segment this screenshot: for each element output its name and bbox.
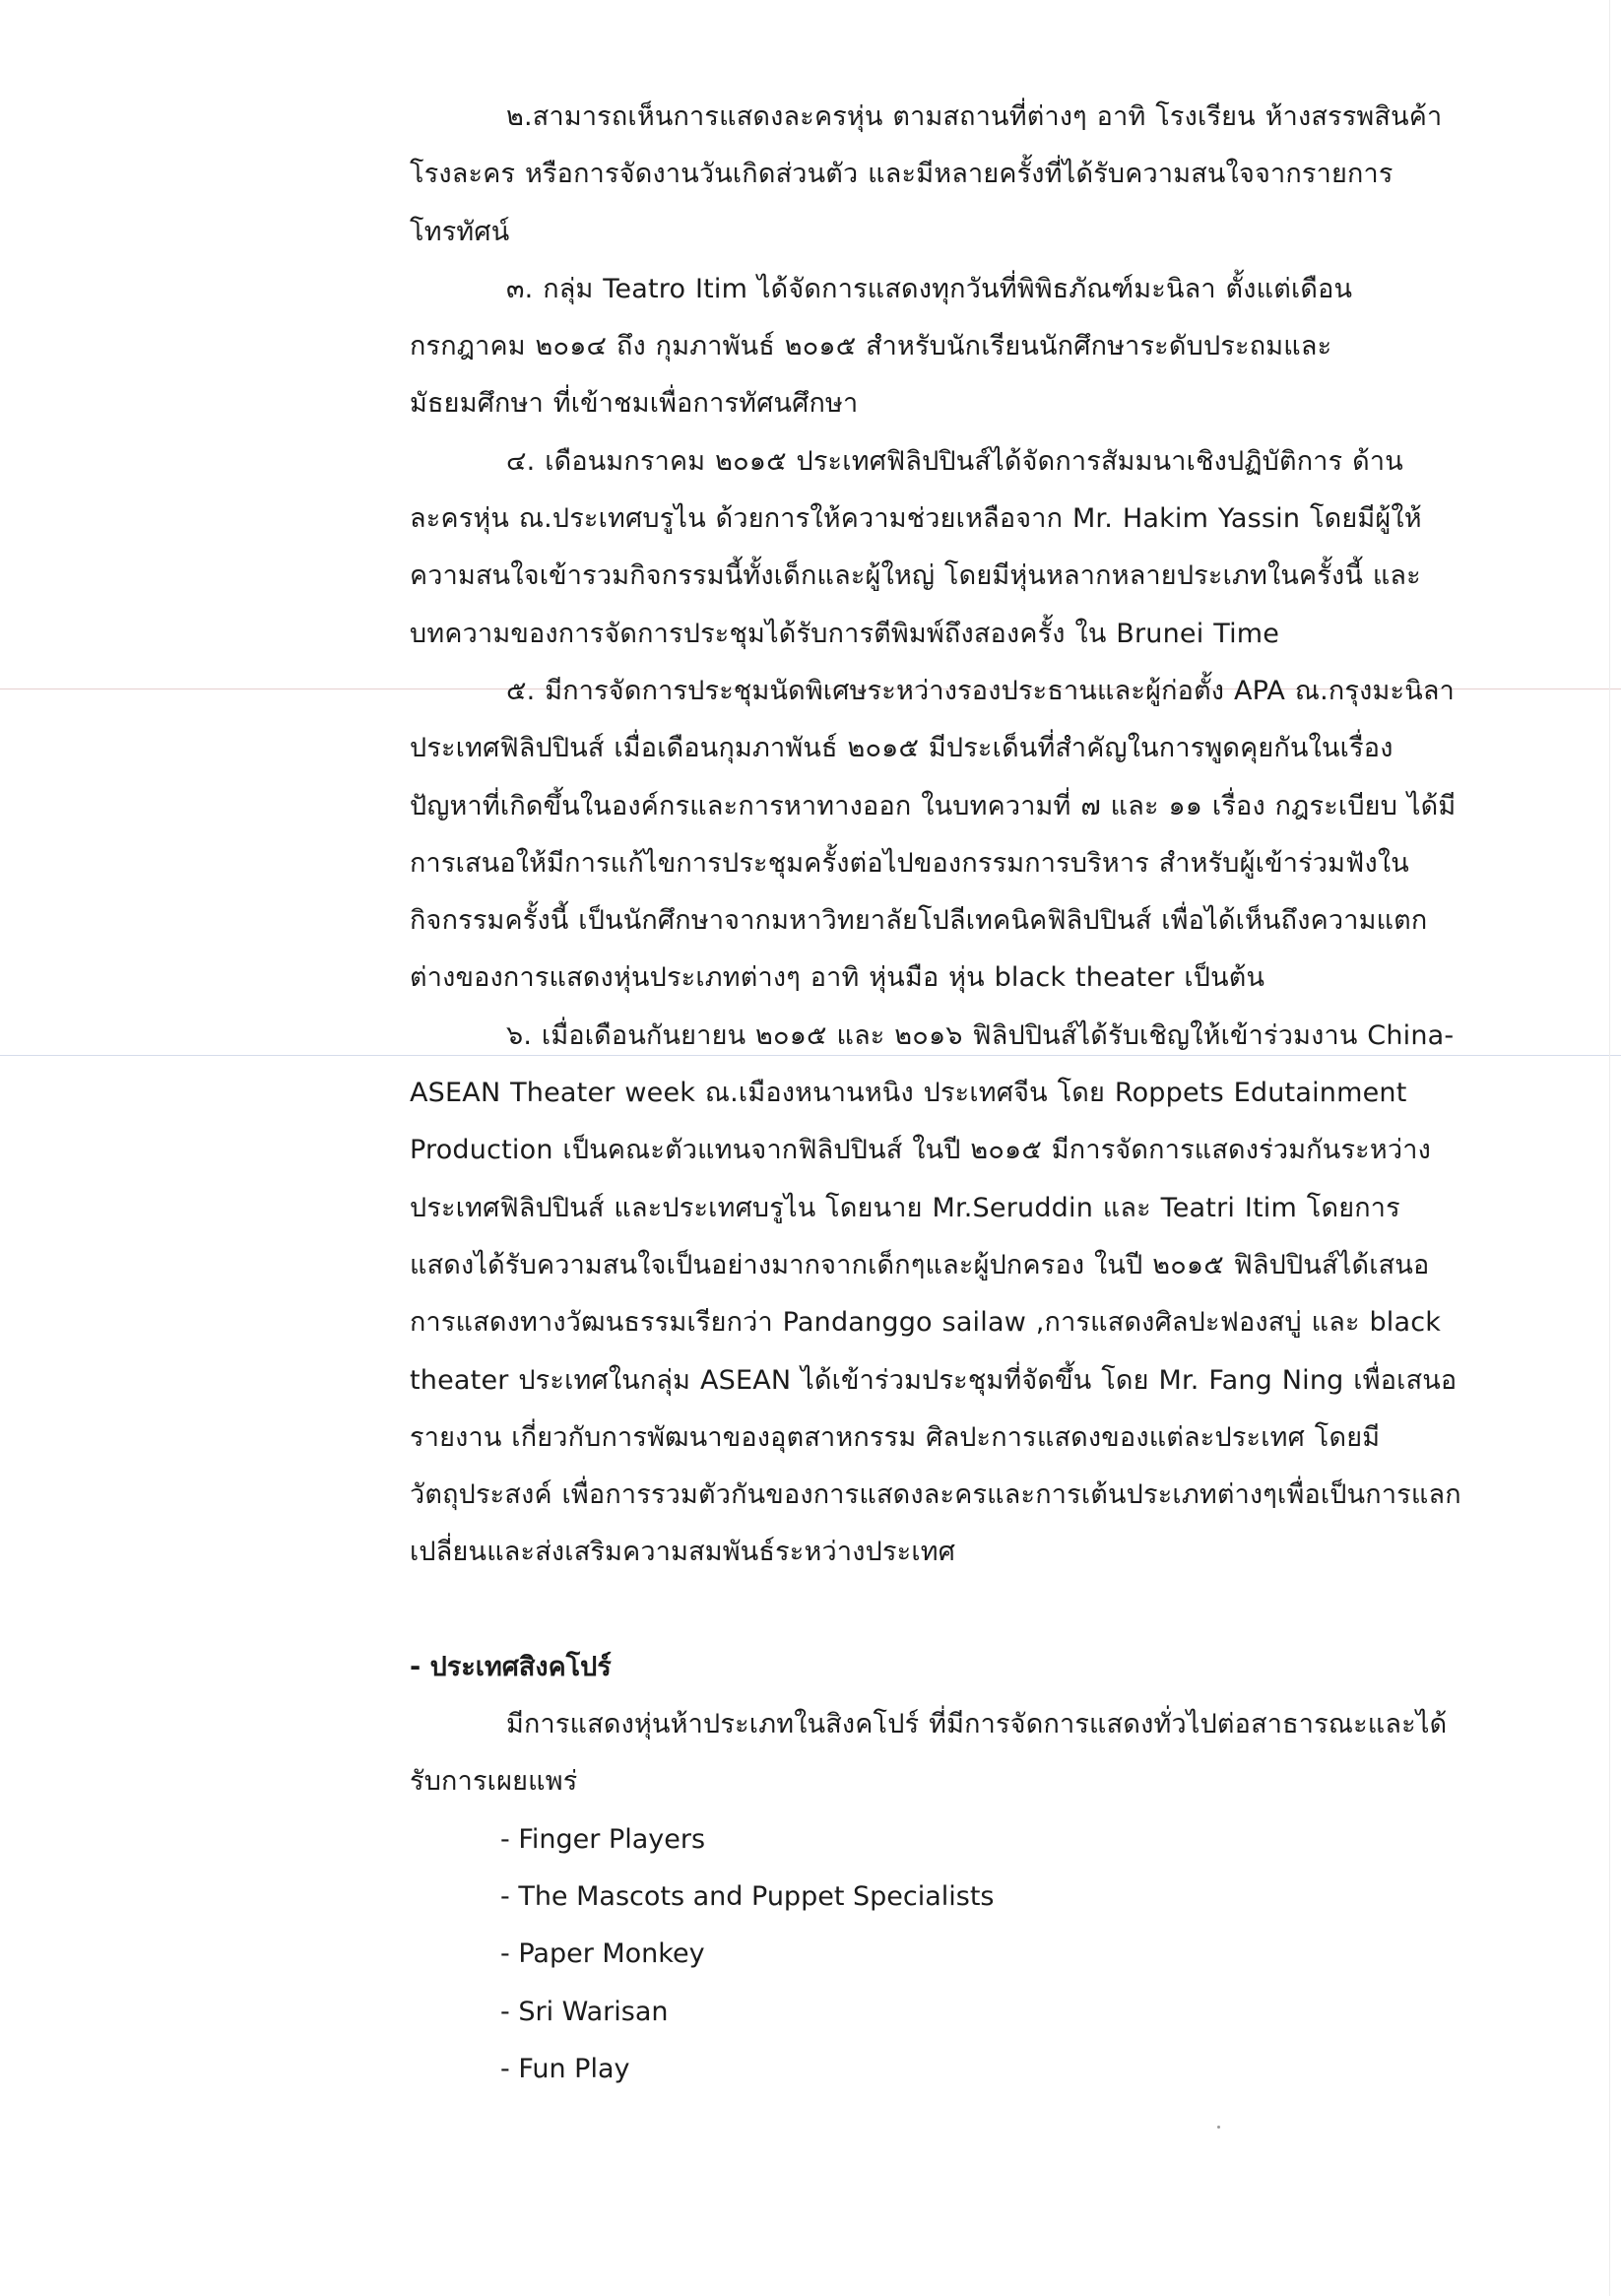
paragraph-item-3: ๓. กลุ่ม Teatro Itim ได้จัดการแสดงทุกวันที่พิพิธภัณฑ์มะนิลา ตั้งแต่เดือน กรกฎาคม ๒๐๑๔ ถึง กุมภาพันธ์ ๒๐๑๕ สำหรับนักเรียนนักศึกษาระดับประถมและมัธยมศึกษา ที่เข้าชมเพื่อการทัศนศึกษา [410,273,1353,420]
document-body [410,89,1463,2098]
paragraph-item-6: ๖. เมื่อเดือนกันยายน ๒๐๑๕ และ ๒๐๑๖ ฟิลิปปินส์ได้รับเชิญให้เข้าร่วมงาน China-ASEAN Theater week ณ.เมืองหนานหนิง ประเทศจีน โดย Roppets Edutainment Production เป็นคณะตัวแทนจากฟิลิปปินส์ ในปี ๒๐๑๕ มีการจัดการแสดงร่วมกันระหว่างประเทศฟิลิปปินส์ และประเทศบรูไน โดยนาย Mr.Seruddin และ Teatri Itim โดยการแสดงได้รับความสนใจเป็นอย่างมากจากเด็กๆและผู้ปกครอง ในปี ๒๐๑๕ ฟิลิปปินส์ได้เสนอการแสดงทางวัฒนธรรมเรียกว่า Pandanggo sailaw ,การแสดงศิลปะฟองสบู่ และ black theater ประเทศในกลุ่ม ASEAN ได้เข้าร่วมประชุมที่จัดขึ้น โดย Mr. Fang Ning เพื่อเสนอรายงาน เกี่ยวกับการพัฒนาของอุตสาหกรรม ศิลปะการแสดงของแต่ละประเทศ โดยมีวัตถุประสงค์ เพื่อการรวมตัวกันของการแสดงละครและการเต้นประเภทต่างๆเพื่อเป็นการแลกเปลี่ยนและส่งเสริมความสมพันธ์ระหว่างประเทศ [410,1019,1461,1568]
list-item: - Sri Warisan [500,1996,669,2027]
paragraph-item-5: ๕. มีการจัดการประชุมนัดพิเศษระหว่างรองประธานและผู้ก่อตั้ง APA ณ.กรุงมะนิลา ประเทศฟิลิปปินส์ เมื่อเดือนกุมภาพันธ์ ๒๐๑๕ มีประเด็นที่สำคัญในการพูดคุยกันในเรื่อง ปัญหาที่เกิดขึ้นในองค์กรและการหาทางออก ในบทความที่ ๗ และ ๑๑ เรื่อง กฎระเบียบ ได้มีการเสนอให้มีการแก้ไขการประชุมครั้งต่อไปของกรรมการบริหาร สำหรับผู้เข้าร่วมฟังในกิจกรรมครั้งนี้ เป็นนักศึกษาจากมหาวิทยาลัยโปลีเทคนิคฟิลิปปินส์ เพื่อได้เห็นถึงความแตกต่างของการแสดงหุ่นประเภทต่างๆ อาทิ หุ่นมือ หุ่น black theater เป็นต้น [410,675,1457,994]
section-heading-singapore: - ประเทศสิงคโปร์ [410,1651,612,1682]
list-item: - Finger Players [500,1823,706,1855]
page-edge-rule [1609,0,1610,2296]
paragraph-item-4: ๔. เดือนมกราคม ๒๐๑๕ ประเทศฟิลิปปินส์ได้จัดการสัมมนาเชิงปฏิบัติการ ด้านละครหุ่น ณ.ประเทศบรูไน ด้วยการให้ความช่วยเหลือจาก Mr. Hakim Yassin โดยมีผู้ให้ความสนใจเข้ารวมกิจกรรมนี้ทั้งเด็กและผู้ใหญ่ โดยมีหุ่นหลากหลายประเภทในครั้งนี้ และบทความของการจัดการประชุมได้รับการตีพิมพ์ถึงสองครั้ง ใน Brunei Time [410,445,1422,649]
list-item: - The Mascots and Puppet Specialists [500,1880,995,1912]
section-spacer [410,1582,1463,1639]
list-item: - Fun Play [500,2053,630,2084]
puppet-group-list [410,1811,1463,2098]
singapore-intro: มีการแสดงหุ่นห้าประเภทในสิงคโปร์ ที่มีการจัดการแสดงทั่วไปต่อสาธารณะและได้รับการเผยแพร่ [410,1709,1448,1798]
paragraph-item-2: ๒.สามารถเห็นการแสดงละครหุ่น ตามสถานที่ต่างๆ อาทิ โรงเรียน ห้างสรรพสินค้า โรงละคร หรือการจัดงานวันเกิดส่วนตัว และมีหลายครั้งที่ได้รับความสนใจจากรายการโทรทัศน์ [410,101,1443,247]
scan-speck [1217,2126,1220,2129]
list-item: - Paper Monkey [500,1938,705,1970]
